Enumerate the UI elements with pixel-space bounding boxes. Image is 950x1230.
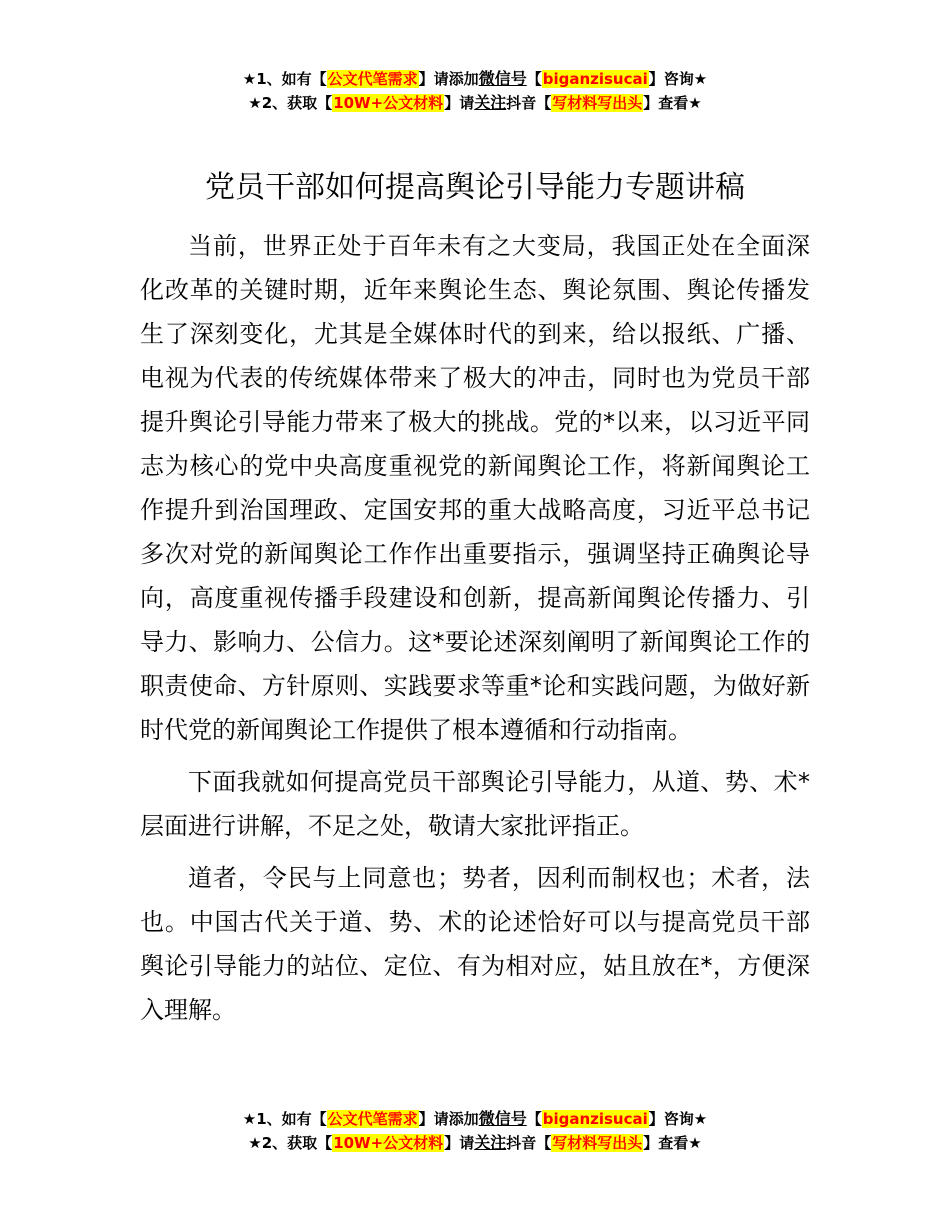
banner-text: ★2、获取【 bbox=[248, 1134, 333, 1152]
banner-line-2 bbox=[0, 1131, 950, 1155]
banner-text: 【 bbox=[526, 70, 542, 88]
document-title: 党员干部如何提高舆论引导能力专题讲稿 bbox=[205, 170, 745, 205]
header-banner bbox=[0, 67, 950, 115]
banner-highlight: 10W+公文材料 bbox=[333, 94, 444, 112]
banner-text: 】请添加 bbox=[418, 70, 479, 88]
banner-emphasis: 关注 bbox=[474, 93, 507, 112]
banner-wechat-id: biganzisucai bbox=[542, 1110, 648, 1128]
banner-wechat-id: biganzisucai bbox=[542, 70, 648, 88]
banner-text: ★1、如有【 bbox=[242, 1110, 327, 1128]
document-body bbox=[140, 224, 810, 1040]
banner-text: 】咨询★ bbox=[648, 1110, 708, 1128]
banner-text: 】咨询★ bbox=[648, 70, 708, 88]
banner-text: ★2、获取【 bbox=[248, 94, 333, 112]
paragraph: 下面我就如何提高党员干部舆论引导能力，从道、势、术*层面进行讲解，不足之处，敬请大家批评指正。 bbox=[140, 768, 810, 840]
banner-text: 】请 bbox=[444, 1134, 475, 1152]
banner-emphasis: 微信号 bbox=[478, 1109, 527, 1128]
banner-text: 】请 bbox=[444, 94, 475, 112]
footer-banner bbox=[0, 1107, 950, 1155]
banner-text: 【 bbox=[526, 1110, 542, 1128]
banner-text: ★1、如有【 bbox=[242, 70, 327, 88]
banner-text: 】查看★ bbox=[643, 94, 702, 112]
banner-line-1 bbox=[0, 1107, 950, 1131]
paragraph: 道者，令民与上同意也；势者，因利而制权也；术者，法也。中国古代关于道、势、术的论述恰好可以与提高党员干部舆论引导能力的站位、定位、有为相对应，姑且放在*，方便深入理解。 bbox=[140, 864, 810, 1024]
banner-highlight: 10W+公文材料 bbox=[333, 1134, 444, 1152]
banner-douyin-id: 写材料写出头 bbox=[552, 94, 643, 112]
banner-emphasis: 关注 bbox=[474, 1133, 507, 1152]
banner-text: 】查看★ bbox=[643, 1134, 702, 1152]
banner-line-2 bbox=[0, 91, 950, 115]
banner-douyin-id: 写材料写出头 bbox=[552, 1134, 643, 1152]
paragraph: 当前，世界正处于百年未有之大变局，我国正处在全面深化改革的关键时期，近年来舆论生态、舆论氛围、舆论传播发生了深刻变化，尤其是全媒体时代的到来，给以报纸、广播、电视为代表的传统媒体带来了极大的冲击，同时也为党员干部提升舆论引导能力带来了极大的挑战。党的*以来，以习近平同志为核心的党中央高度重视党的新闻舆论工作，将新闻舆论工作提升到治国理政、定国安邦的重大战略高度，习近平总书记多次对党的新闻舆论工作作出重要指示，强调坚持正确舆论导向，高度重视传播手段建设和创新，提高新闻舆论传播力、引导力、影响力、公信力。这*要论述深刻阐明了新闻舆论工作的职责使命、方针原则、实践要求等重*论和实践问题，为做好新时代党的新闻舆论工作提供了根本遵循和行动指南。 bbox=[140, 232, 810, 744]
banner-text: 抖音【 bbox=[506, 94, 552, 112]
banner-text: 】请添加 bbox=[418, 1110, 479, 1128]
banner-line-1 bbox=[0, 67, 950, 91]
banner-text: 抖音【 bbox=[506, 1134, 552, 1152]
banner-highlight: 公文代笔需求 bbox=[327, 1110, 418, 1128]
banner-highlight: 公文代笔需求 bbox=[327, 70, 418, 88]
banner-emphasis: 微信号 bbox=[478, 69, 527, 88]
